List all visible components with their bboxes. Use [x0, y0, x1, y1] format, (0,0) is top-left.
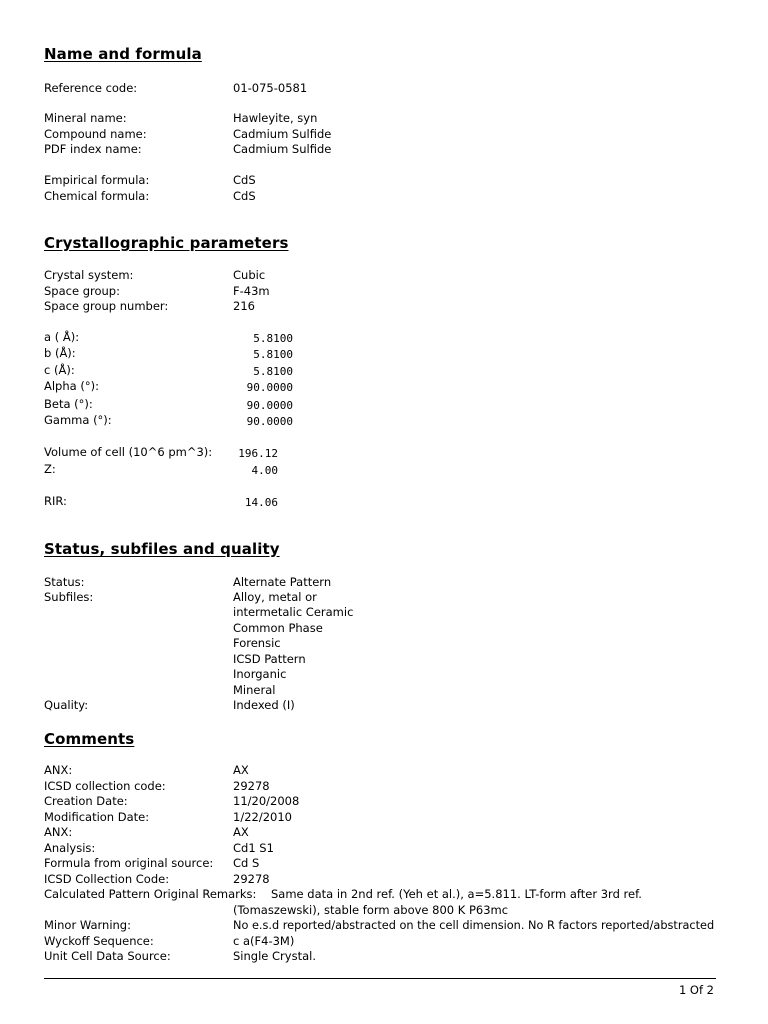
reference-code-label: Reference code: [44, 81, 138, 95]
crystal-system-value: Cubic [233, 268, 266, 282]
compound-name-label: Compound name: [44, 127, 147, 141]
remarks-value-line1: Same data in 2nd ref. (Yeh et al.), a=5.811. LT-form after 3rd ref. [271, 887, 642, 901]
icsd-collection-code-value: 29278 [233, 779, 270, 793]
gamma-value: 90.0000 [246, 415, 293, 428]
subfile-item: Alloy, metal or [233, 590, 317, 604]
unit-cell-source-label: Unit Cell Data Source: [44, 949, 171, 963]
page-number: 1 Of 2 [678, 983, 714, 997]
space-group-number-label: Space group number: [44, 299, 169, 313]
z-value: 4.00 [251, 464, 278, 477]
subfile-item: ICSD Pattern [233, 652, 306, 666]
cell-a-label: a ( Å): [44, 330, 80, 344]
remarks-value-line2: (Tomaszewski), stable form above 800 K P63mc [233, 903, 509, 917]
beta-label: Beta (°): [44, 397, 93, 411]
anx-value: AX [233, 763, 249, 777]
compound-name-value: Cadmium Sulfide [233, 127, 332, 141]
space-group-number-value: 216 [233, 299, 255, 313]
subfile-item: Inorganic [233, 667, 287, 681]
heading-name-formula: Name and formula [44, 45, 202, 63]
status-label: Status: [44, 575, 85, 589]
mineral-name-value: Hawleyite, syn [233, 111, 318, 125]
subfiles-label: Subfiles: [44, 590, 94, 604]
minor-warning-label: Minor Warning: [44, 918, 131, 932]
beta-value: 90.0000 [246, 399, 293, 412]
alpha-value: 90.0000 [246, 381, 293, 394]
anx-label-2: ANX: [44, 825, 73, 839]
analysis-value: Cd1 S1 [233, 841, 274, 855]
wyckoff-value: c a(F4-3M) [233, 934, 295, 948]
rir-value: 14.06 [244, 496, 278, 509]
icsd-collection-code-value-2: 29278 [233, 872, 270, 886]
subfile-item: Forensic [233, 636, 281, 650]
anx-label: ANX: [44, 763, 73, 777]
modification-date-value: 1/22/2010 [233, 810, 292, 824]
icsd-collection-code-label-2: ICSD Collection Code: [44, 872, 170, 886]
status-value: Alternate Pattern [233, 575, 332, 589]
chemical-formula-label: Chemical formula: [44, 189, 150, 203]
chemical-formula-value: CdS [233, 189, 256, 203]
gamma-label: Gamma (°): [44, 413, 112, 427]
subfile-item: intermetalic Ceramic [233, 605, 354, 619]
alpha-label: Alpha (°): [44, 379, 99, 393]
anx-value-2: AX [233, 825, 249, 839]
creation-date-label: Creation Date: [44, 794, 128, 808]
formula-original-value: Cd S [233, 856, 260, 870]
space-group-label: Space group: [44, 284, 120, 298]
modification-date-label: Modification Date: [44, 810, 150, 824]
quality-label: Quality: [44, 698, 89, 712]
footer-divider [44, 978, 716, 979]
wyckoff-label: Wyckoff Sequence: [44, 934, 154, 948]
icsd-collection-code-label: ICSD collection code: [44, 779, 166, 793]
z-label: Z: [44, 462, 56, 476]
subfile-item: Mineral [233, 683, 276, 697]
unit-cell-source-value: Single Crystal. [233, 949, 316, 963]
empirical-formula-label: Empirical formula: [44, 173, 150, 187]
volume-label: Volume of cell (10^6 pm^3): [44, 445, 213, 459]
reference-code-value: 01-075-0581 [233, 81, 308, 95]
crystal-system-label: Crystal system: [44, 268, 134, 282]
subfile-item: Common Phase [233, 621, 323, 635]
minor-warning-value: No e.s.d reported/abstracted on the cell dimension. No R factors reported/abstracted [233, 919, 715, 932]
quality-value: Indexed (I) [233, 698, 295, 712]
formula-original-label: Formula from original source: [44, 856, 214, 870]
cell-b-label: b (Å): [44, 346, 76, 360]
mineral-name-label: Mineral name: [44, 111, 127, 125]
remarks-label: Calculated Pattern Original Remarks: [44, 887, 257, 901]
cell-c-value: 5.8100 [253, 365, 293, 378]
cell-c-label: c (Å): [44, 363, 75, 377]
cell-a-value: 5.8100 [253, 332, 293, 345]
heading-status: Status, subfiles and quality [44, 540, 280, 558]
rir-label: RIR: [44, 494, 67, 508]
pdf-index-name-label: PDF index name: [44, 142, 142, 156]
pdf-index-name-value: Cadmium Sulfide [233, 142, 332, 156]
creation-date-value: 11/20/2008 [233, 794, 300, 808]
volume-value: 196.12 [238, 447, 278, 460]
cell-b-value: 5.8100 [253, 348, 293, 361]
heading-comments: Comments [44, 730, 135, 748]
space-group-value: F-43m [233, 284, 270, 298]
heading-crystallographic: Crystallographic parameters [44, 234, 289, 252]
empirical-formula-value: CdS [233, 173, 256, 187]
analysis-label: Analysis: [44, 841, 96, 855]
